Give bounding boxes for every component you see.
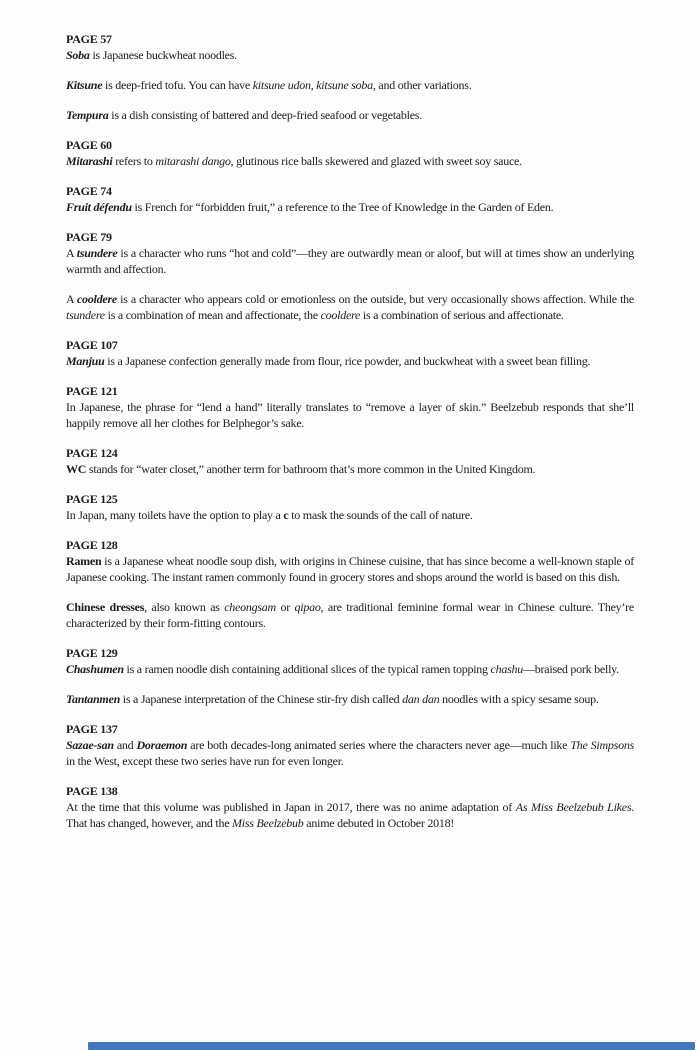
text-run: cooldere [320,308,361,322]
text-run: noodles with a spicy sesame soup. [439,692,599,706]
text-run: In Japan, many toilets have the option to play a [66,508,284,522]
page-heading: PAGE 60 [66,138,112,152]
text-run: kitsune soba [316,78,373,92]
text-run: in the West, except these two series have run for even longer. [66,754,344,768]
page-heading: PAGE 124 [66,446,118,460]
text-run: is a combination of mean and affectionate, the [104,308,321,322]
note-paragraph [66,47,634,63]
text-run: Miss Beelzebub [232,816,304,830]
text-run: Manjuu [66,354,105,368]
text-run: tsundere [66,308,105,322]
text-run: Sazae-san [66,738,114,752]
text-run: is a character who appears cold or emotionless on the outside, but very occasionally shows affection. While the [116,292,634,306]
text-run: , also known as [144,600,225,614]
text-run: is a Japanese confection generally made from flour, rice powder, and buckwheat with a sweet bean filling. [104,354,591,368]
text-run: dan dan [402,692,440,706]
text-run: is a dish consisting of battered and deep-fried seafood or vegetables. [108,108,422,122]
note-paragraph [66,199,634,215]
text-run: Doraemon [136,738,188,752]
text-run: At the time that this volume was published in Japan in 2017, there was no anime adaptation of [66,800,516,814]
note-paragraph [66,77,634,93]
note-paragraph [66,691,634,707]
note-paragraph [66,399,634,431]
text-run: . That has changed, however, and the [66,800,635,830]
text-run: to mask the sounds of the call of nature. [288,508,473,522]
page-heading: PAGE 121 [66,384,118,398]
text-run: Mitarashi [66,154,113,168]
note-paragraph [66,291,634,323]
text-run: or [275,600,295,614]
text-run: is a combination of serious and affectionate. [360,308,564,322]
page-heading: PAGE 107 [66,338,118,352]
page-heading: PAGE 138 [66,784,118,798]
text-run: , [310,78,317,92]
text-run: Soba [66,48,90,62]
text-run: A [66,246,77,260]
text-run: —braised pork belly. [523,662,619,676]
horizontal-scrollbar-thumb[interactable] [88,1042,695,1050]
text-run: mitarashi dango [155,154,231,168]
text-run: are both decades-long animated series where the characters never age—much like [187,738,571,752]
text-run: Ramen [66,554,102,568]
text-run: and [113,738,137,752]
text-run: As Miss Beelzebub Likes [515,800,632,814]
text-run: Tempura [66,108,109,122]
text-run: In Japanese, the phrase for “lend a hand” literally translates to “remove a layer of skin.” Beelzebub responds that she’ll happily remove all her clothes for Belphegor’s sake. [66,400,634,430]
text-run: Kitsune [66,78,103,92]
text-run: , and other variations. [372,78,472,92]
text-run: is a ramen noodle dish containing additional slices of the typical ramen topping [123,662,491,676]
text-run: is deep-fried tofu. You can have [102,78,253,92]
note-paragraph [66,461,634,477]
text-run: stands for “water closet,” another term for bathroom that’s more common in the United Kingdom. [86,462,536,476]
text-run: , glutinous rice balls skewered and glazed with sweet soy sauce. [230,154,522,168]
text-run: cheongsam [224,600,276,614]
text-run: tsundere [76,246,118,260]
note-paragraph [66,661,634,677]
text-run: c [283,508,289,522]
document-content [66,31,634,831]
text-run: anime debuted in October 2018! [303,816,455,830]
text-run: kitsune udon [252,78,311,92]
text-run: WC [66,462,87,476]
text-run: , are traditional feminine formal wear in Chinese culture. They’re characterized by their form-fitting contours. [66,600,634,630]
note-paragraph [66,107,634,123]
page-heading: PAGE 128 [66,538,118,552]
note-paragraph [66,245,634,277]
text-run: chashu [490,662,524,676]
text-run: Chinese dresses [66,600,145,614]
page-heading: PAGE 57 [66,32,112,46]
text-run: Chashumen [66,662,124,676]
note-paragraph [66,553,634,585]
text-run: is Japanese buckwheat noodles. [89,48,237,62]
text-run: A [66,292,77,306]
note-paragraph [66,737,634,769]
text-run: qipao [294,600,321,614]
page-heading: PAGE 129 [66,646,118,660]
note-paragraph [66,353,634,369]
text-run: Tantanmen [66,692,120,706]
note-paragraph [66,153,634,169]
text-run: refers to [112,154,156,168]
page-heading: PAGE 137 [66,722,118,736]
text-run: is a Japanese wheat noodle soup dish, with origins in Chinese cuisine, that has since become a well-known staple of Japanese cooking. The instant ramen commonly found in grocery stores and shops around the world is based on this dish. [66,554,634,584]
text-run: is French for “forbidden fruit,” a reference to the Tree of Knowledge in the Garden of Eden. [131,200,554,214]
text-run: Fruit défendu [66,200,132,214]
text-run: is a character who runs “hot and cold”—they are outwardly mean or aloof, but will at times show an underlying warmth and affection. [66,246,634,276]
text-run: cooldere [76,292,117,306]
note-paragraph [66,507,634,523]
page-heading: PAGE 74 [66,184,112,198]
text-run: The Simpsons [570,738,635,752]
page-heading: PAGE 125 [66,492,118,506]
page-heading: PAGE 79 [66,230,112,244]
text-run: is a Japanese interpretation of the Chinese stir-fry dish called [120,692,403,706]
note-paragraph [66,799,634,831]
note-paragraph [66,599,634,631]
